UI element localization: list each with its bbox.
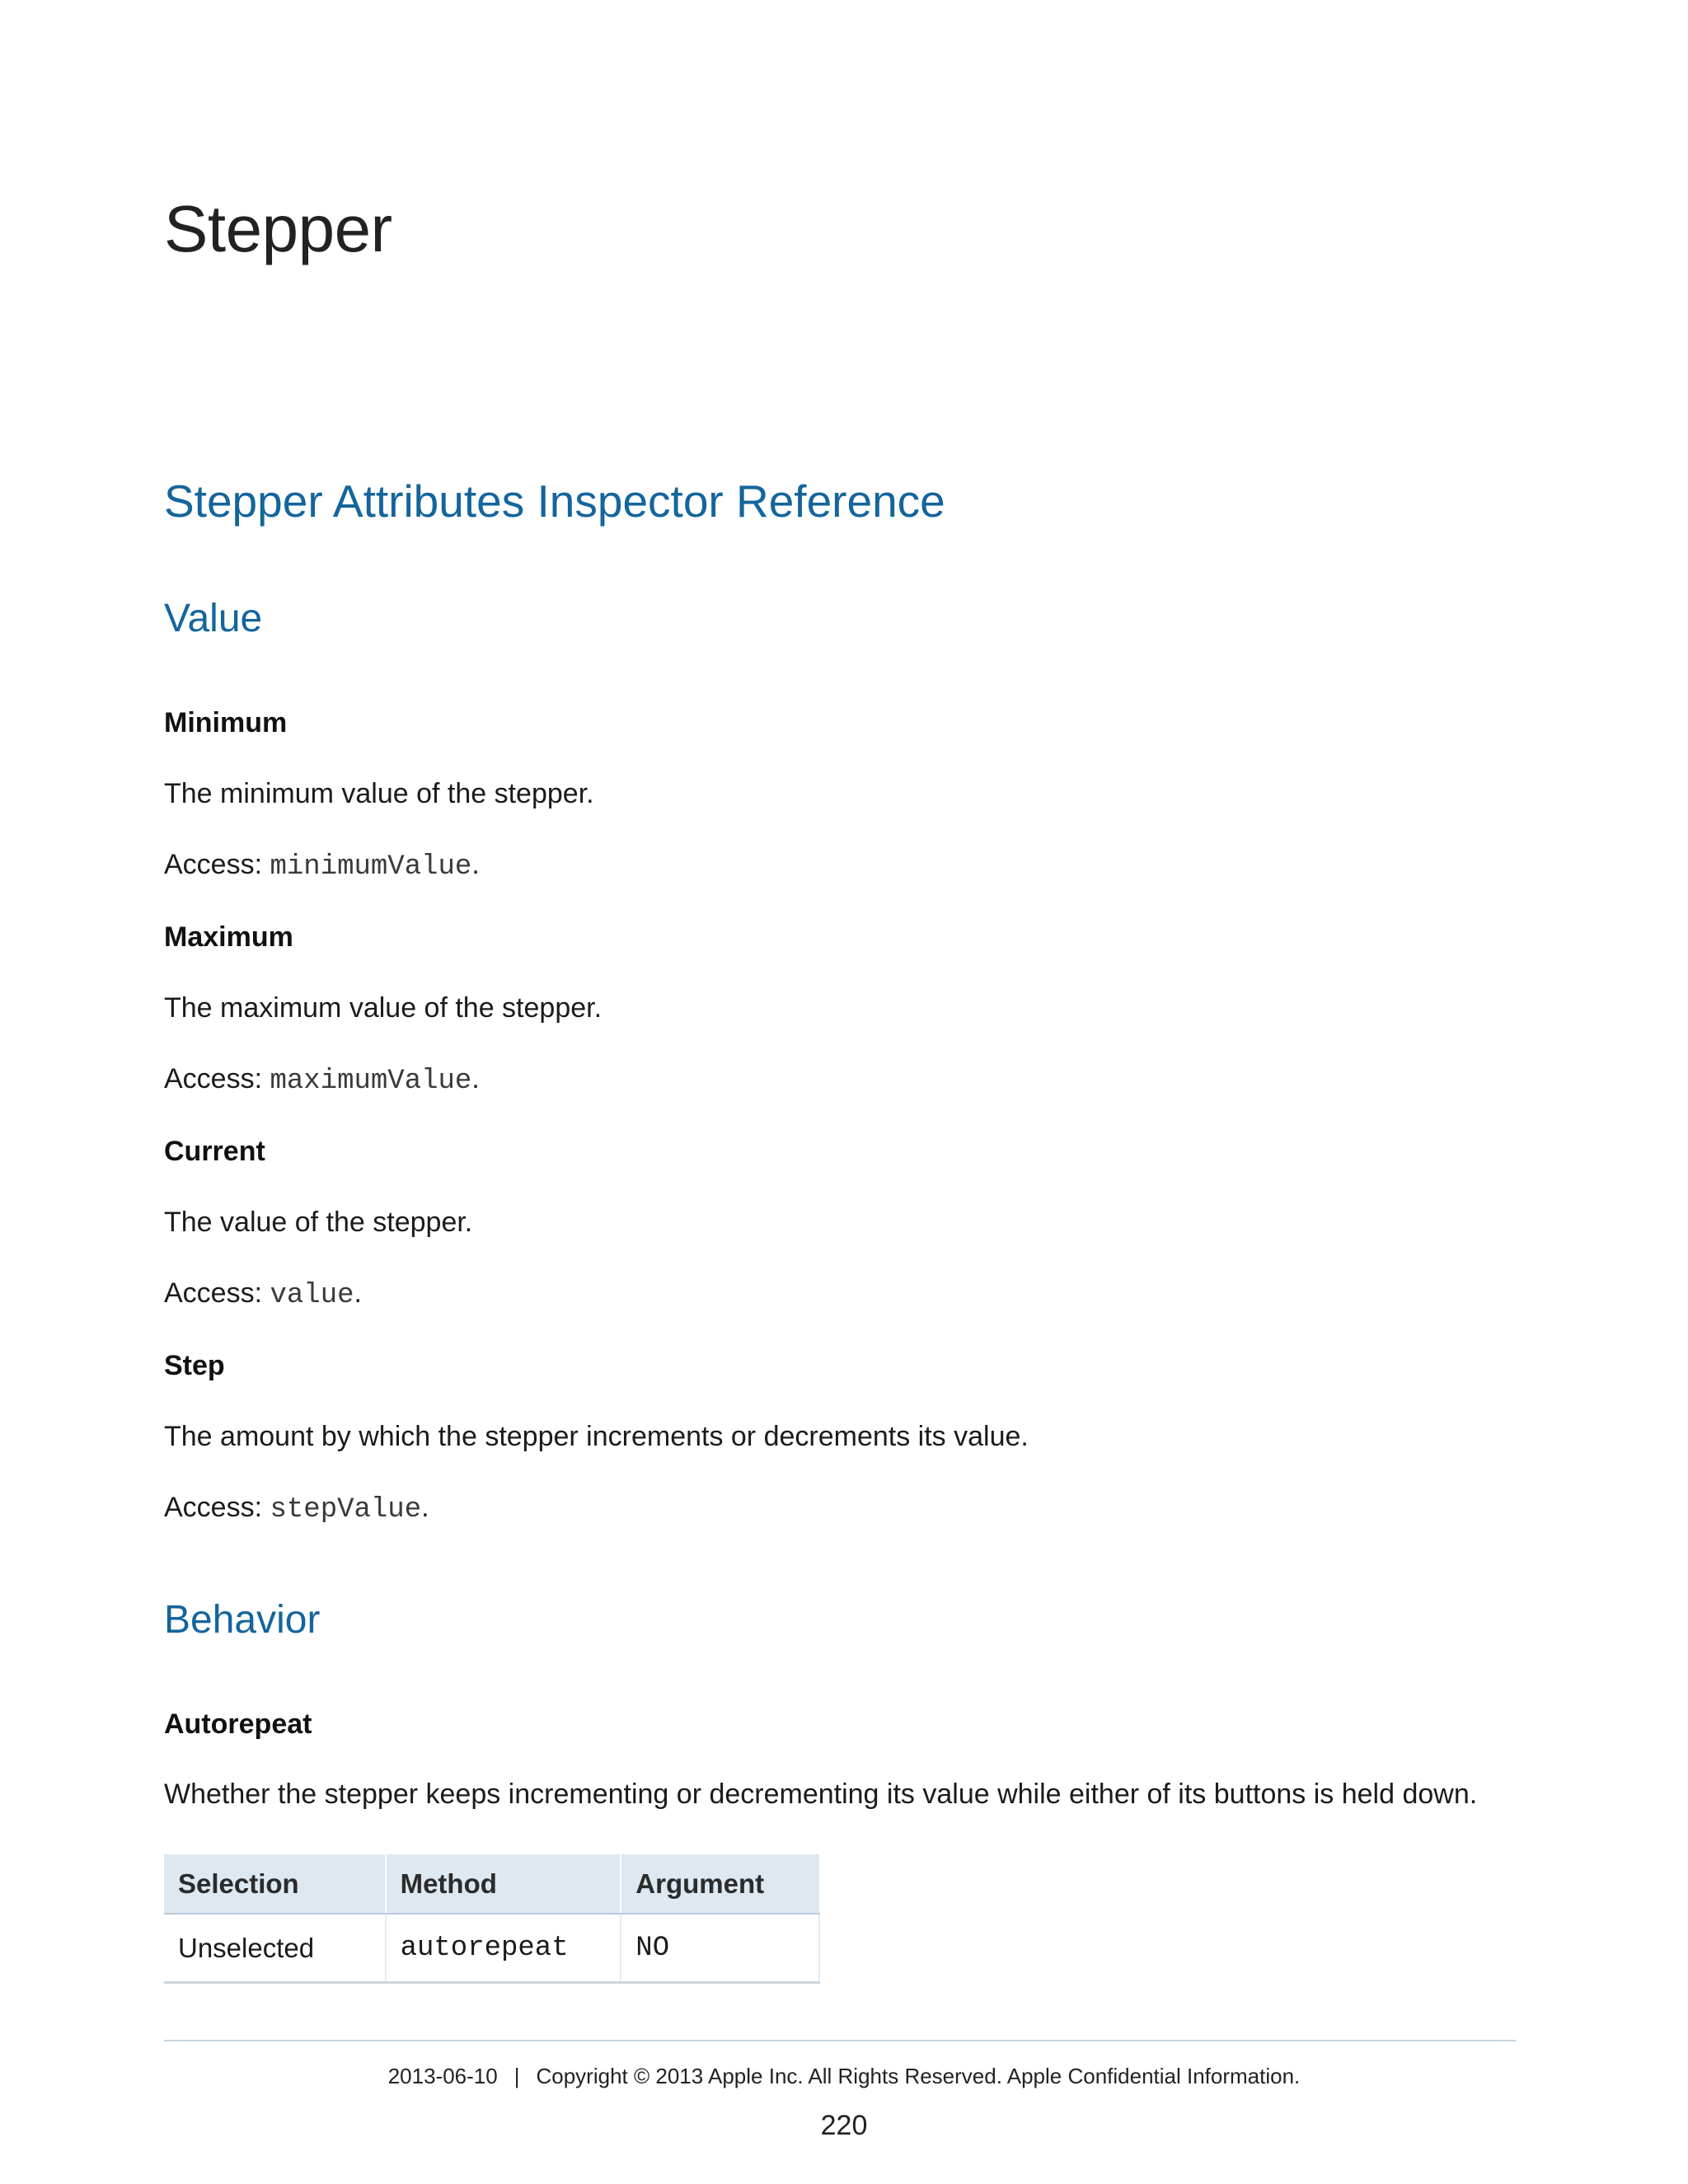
table-cell-argument: NO [621, 1914, 819, 1983]
chapter-title: Stepper [164, 192, 392, 265]
page-number: 220 [820, 2110, 868, 2141]
access-period: . [471, 1063, 480, 1094]
access-period: . [421, 1492, 429, 1523]
footer-date: 2013-06-10 [387, 2064, 498, 2088]
minimum-term: Minimum [164, 707, 288, 738]
current-term: Current [164, 1136, 265, 1167]
access-period: . [471, 849, 480, 880]
step-access [164, 1492, 429, 1526]
step-term: Step [164, 1350, 225, 1381]
step-description: The amount by which the stepper increments or decrements its value. [164, 1421, 1029, 1452]
current-access-code: value [270, 1280, 354, 1311]
footer-separator: | [513, 2064, 520, 2088]
footer [0, 2064, 1688, 2089]
table-header-method: Method [386, 1854, 621, 1914]
autorepeat-table [164, 1854, 820, 1984]
maximum-term: Maximum [164, 921, 293, 953]
minimum-access-code: minimumValue [270, 851, 472, 883]
table-row [164, 1914, 819, 1983]
maximum-description: The maximum value of the stepper. [164, 992, 603, 1024]
maximum-access [164, 1063, 480, 1097]
table-header-selection: Selection [164, 1854, 386, 1914]
footer-divider [164, 2040, 1516, 2041]
footer-copyright: Copyright © 2013 Apple Inc. All Rights Reserved. Apple Confidential Information. [536, 2064, 1301, 2088]
value-heading: Value [164, 597, 263, 640]
current-access [164, 1277, 362, 1311]
minimum-description: The minimum value of the stepper. [164, 778, 594, 809]
step-access-code: stepValue [270, 1494, 422, 1526]
autorepeat-term: Autorepeat [164, 1708, 312, 1740]
table-header-argument: Argument [621, 1854, 819, 1914]
access-label: Access: [164, 849, 270, 880]
minimum-access [164, 849, 480, 883]
table-cell-method: autorepeat [386, 1914, 621, 1983]
access-label: Access: [164, 1492, 270, 1523]
access-period: . [354, 1277, 362, 1309]
maximum-access-code: maximumValue [270, 1066, 472, 1097]
table-header-row [164, 1854, 819, 1914]
table-cell-selection: Unselected [164, 1914, 386, 1983]
autorepeat-description: Whether the stepper keeps incrementing or decrementing its value while either of its buttons is held down. [164, 1779, 1478, 1810]
behavior-heading: Behavior [164, 1598, 321, 1642]
current-description: The value of the stepper. [164, 1207, 473, 1238]
access-label: Access: [164, 1063, 270, 1094]
access-label: Access: [164, 1277, 270, 1309]
section-title: Stepper Attributes Inspector Reference [164, 476, 945, 527]
